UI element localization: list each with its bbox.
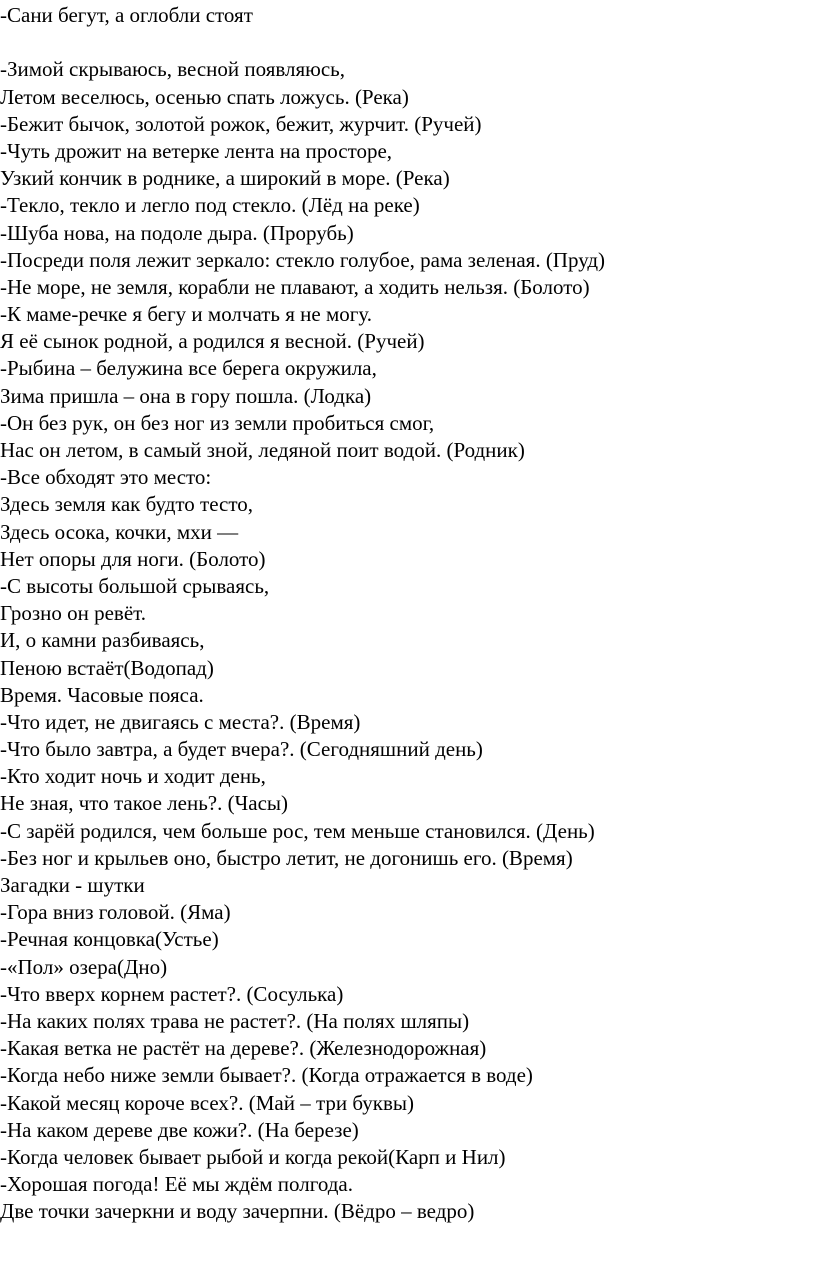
text-line: -Чуть дрожит на ветерке лента на просторе, (0, 138, 393, 163)
text-line: -На каком дереве две кожи?. (На березе) (0, 1117, 359, 1142)
text-line: -Он без рук, он без ног из земли пробиться смог, (0, 410, 435, 435)
text-line: Грозно он ревёт. (0, 601, 146, 626)
text-line: -С зарёй родился, чем больше рос, тем меньше становился. (День) (0, 818, 595, 843)
text-line: -Что идет, не двигаясь с места?. (Время) (0, 709, 361, 734)
text-line: -С высоты большой срываясь, (0, 573, 270, 598)
text-line: -Когда небо ниже земли бывает?. (Когда отражается в воде) (0, 1063, 533, 1088)
text-line: Летом веселюсь, осенью спать ложусь. (Река) (0, 84, 409, 109)
text-line: Пеною встаёт(Водопад) (0, 655, 214, 680)
text-line: -Что вверх корнем растет?. (Сосулька) (0, 981, 344, 1006)
text-line: Не зная, что такое лень?. (Часы) (0, 791, 289, 816)
text-line: Узкий кончик в роднике, а широкий в море. (Река) (0, 166, 450, 191)
text-line: -Текло, текло и легло под стекло. (Лёд на реке) (0, 193, 420, 218)
text-line: Я её сынок родной, а родился я весной. (Ручей) (0, 329, 425, 354)
text-line: -Какая ветка не растёт на дереве?. (Железнодорожная) (0, 1036, 487, 1061)
text-line: -Когда человек бывает рыбой и когда рекой(Карп и Нил) (0, 1144, 506, 1169)
text-line: -Шуба нова, на подоле дыра. (Прорубь) (0, 220, 354, 245)
text-line: -«Пол» озера(Дно) (0, 954, 168, 979)
text-line: Нас он летом, в самый зной, ледяной поит водой. (Родник) (0, 438, 525, 462)
text-line: И, о камни разбиваясь, (0, 628, 205, 653)
text-line: -Все обходят это место: (0, 465, 212, 490)
text-line: -Речная концовка(Устье) (0, 927, 219, 952)
blank-line (0, 29, 816, 56)
text-line: -Не море, не земля, корабли не плавают, а ходить нельзя. (Болото) (0, 274, 590, 299)
text-line: Нет опоры для ноги. (Болото) (0, 546, 266, 571)
text-line: Здесь земля как будто тесто, (0, 492, 254, 517)
text-line: -На каких полях трава не растет?. (На полях шляпы) (0, 1008, 470, 1033)
text-line: -Без ног и крыльев оно, быстро летит, не догонишь его. (Время) (0, 845, 573, 870)
text-line: -Гора вниз головой. (Яма) (0, 900, 231, 925)
text-line: -Хорошая погода! Её мы ждём полгода. (0, 1172, 353, 1197)
text-line: Зима пришла – она в гору пошла. (Лодка) (0, 383, 372, 408)
text-line: -Какой месяц короче всех?. (Май – три буквы) (0, 1090, 414, 1115)
text-line: Две точки зачеркни и воду зачерпни. (Вёдро – ведро) (0, 1199, 475, 1224)
text-line: -Кто ходит ночь и ходит день, (0, 764, 266, 789)
section-heading: Загадки - шутки (0, 873, 145, 897)
text-line: -Что было завтра, а будет вчера?. (Сегодняшний день) (0, 737, 483, 762)
text-line: -Сани бегут, а оглобли стоят (0, 3, 253, 27)
text-line: -Посреди поля лежит зеркало: стекло голубое, рама зеленая. (Пруд) (0, 247, 606, 272)
text-line: -Зимой скрываюсь, весной появляюсь, (0, 57, 346, 82)
text-line: -Рыбина – белужина все берега окружила, (0, 356, 377, 381)
section-heading: Время. Часовые пояса. (0, 682, 204, 707)
text-line: Здесь осока, кочки, мхи — (0, 519, 239, 544)
text-line: -Бежит бычок, золотой рожок, бежит, журчит. (Ручей) (0, 111, 482, 136)
text-line: -К маме-речке я бегу и молчать я не могу. (0, 302, 373, 327)
